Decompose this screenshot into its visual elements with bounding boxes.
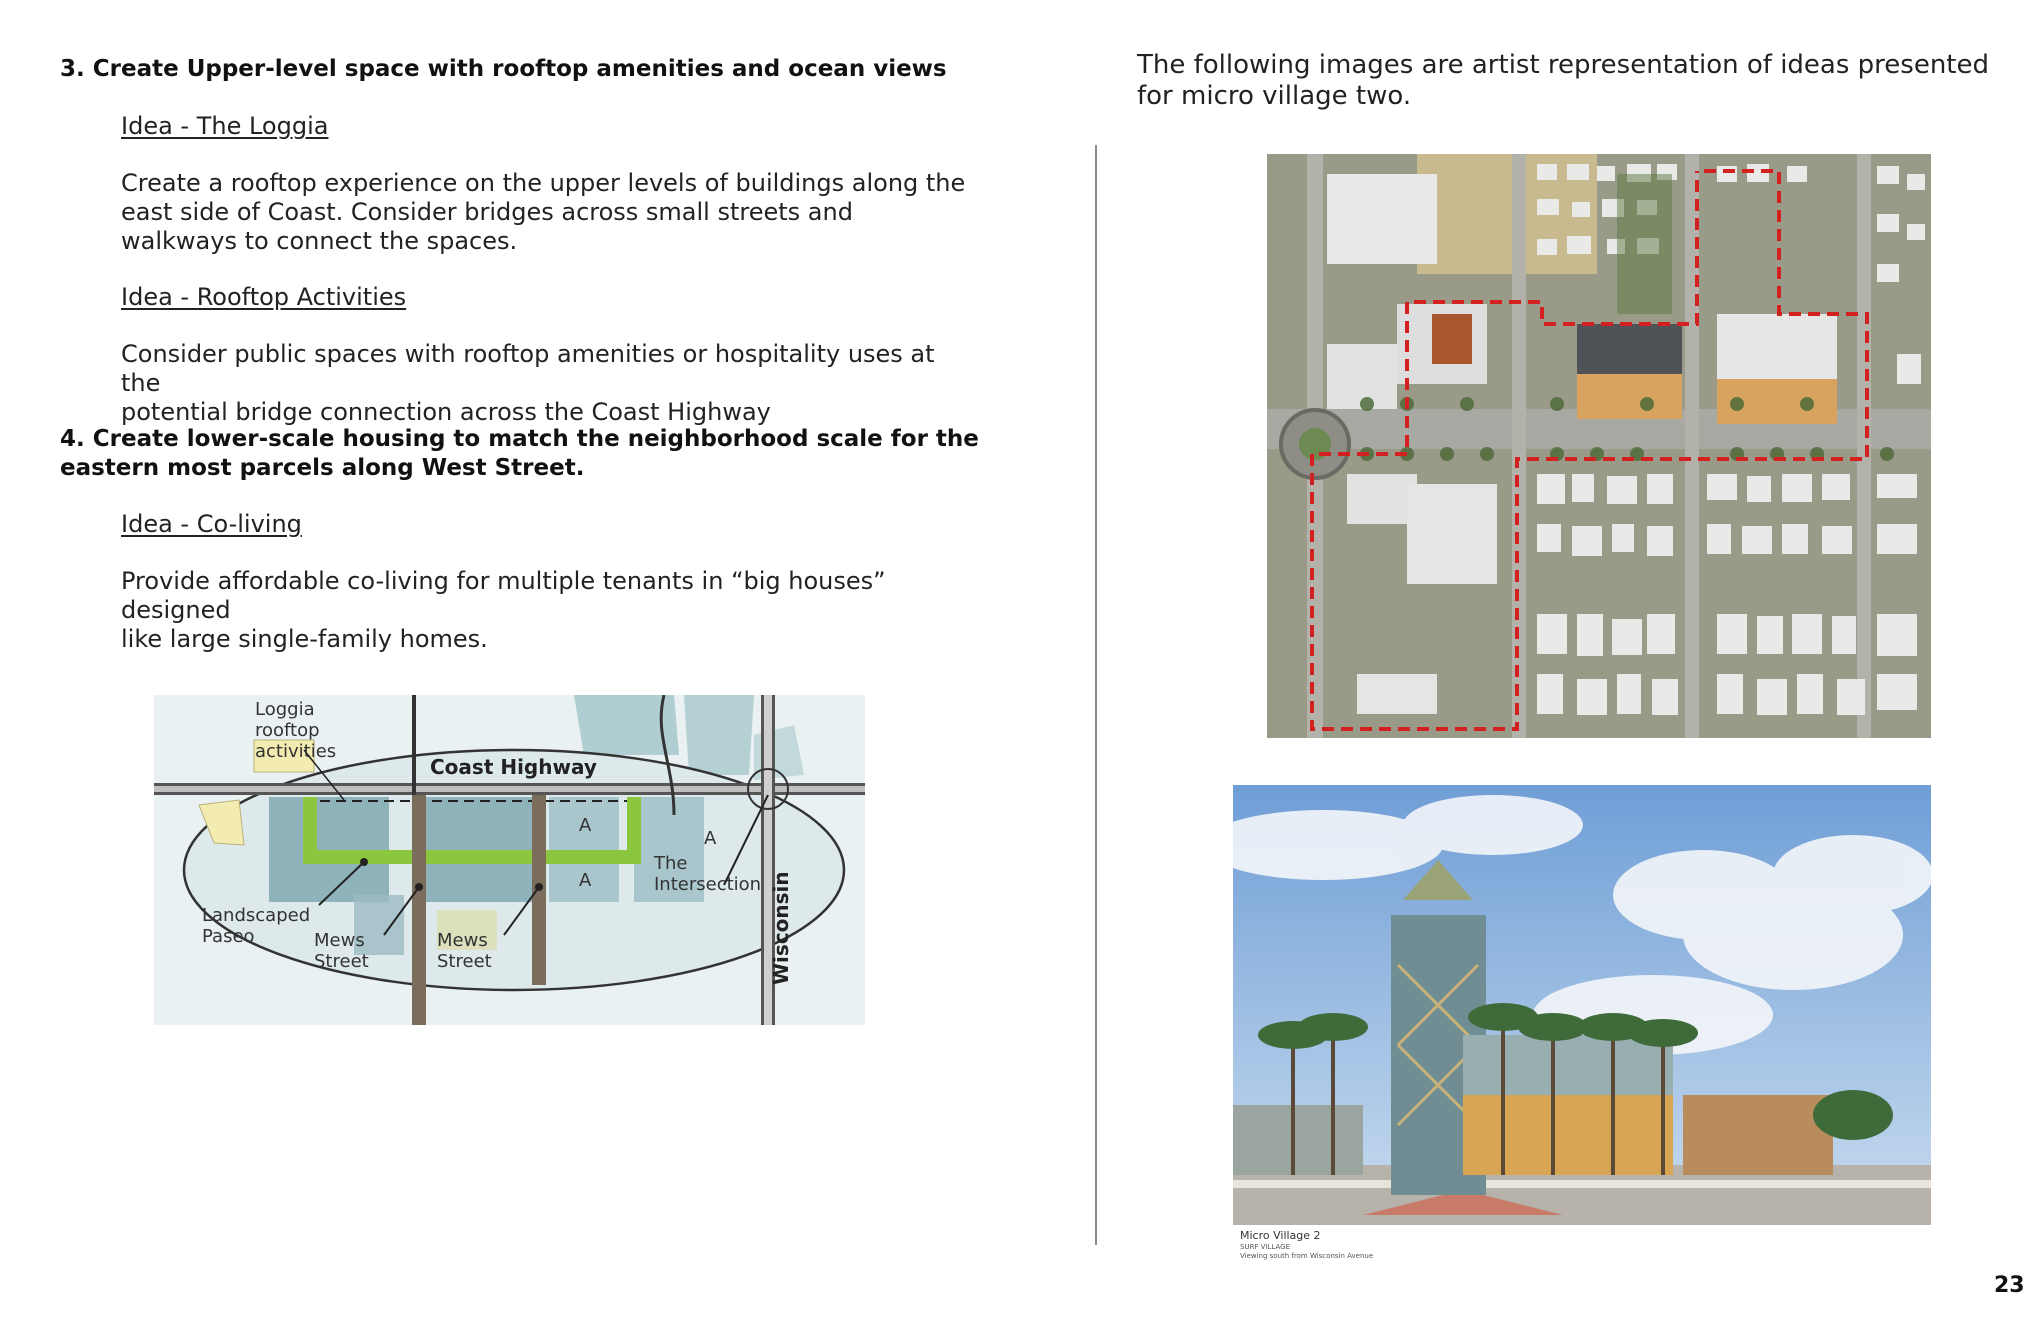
idea-coliving-title: Idea - Co-living [121, 510, 302, 538]
section4-heading-line1: 4. Create lower-scale housing to match the neighborhood scale for the [60, 426, 979, 452]
idea-loggia-text: Create a rooftop experience on the upper levels of buildings along the east side of Coast. Consider bridges across small streets and walkways to connect the spaces. [121, 169, 966, 255]
idea-coliving-text: Provide affordable co-living for multiple tenants in “big houses” designed like large single-family homes. [121, 567, 886, 653]
label-mews-street-2: Mews Street [437, 930, 492, 972]
idea-loggia-title: Idea - The Loggia [121, 112, 329, 140]
idea-rooftop-text: Consider public spaces with rooftop amenities or hospitality uses at the potential bridge connection across the Coast Highway [121, 340, 935, 426]
page-number: 23 [1994, 1273, 2025, 1298]
label-a-1: A [579, 815, 592, 836]
rendering-image [1233, 785, 1931, 1225]
aerial-site-plan [1267, 154, 1931, 738]
label-wisconsin: Wisconsin [769, 871, 793, 985]
aerial-plan-image [1267, 154, 1931, 738]
intro-text: The following images are artist representation of ideas presented for micro village two. [1137, 50, 1989, 111]
label-landscaped-paseo: Landscaped Paseo [202, 905, 311, 947]
caption-view: Viewing south from Wisconsin Avenue [1240, 1252, 1374, 1260]
artist-rendering [1233, 785, 1931, 1225]
section3-heading: 3. Create Upper-level space with rooftop amenities and ocean views [60, 56, 947, 82]
site-diagram [154, 695, 865, 1025]
label-a-3: A [704, 828, 717, 849]
label-intersection: The Intersection [654, 853, 762, 895]
column-divider [1095, 145, 1097, 1245]
idea-rooftop-title: Idea - Rooftop Activities [121, 283, 407, 311]
label-mews-street-1: Mews Street [314, 930, 369, 972]
caption-title: Micro Village 2 [1240, 1229, 1321, 1242]
section4-heading-line2: eastern most parcels along West Street. [60, 455, 585, 481]
label-a-2: A [579, 870, 592, 891]
label-loggia: Loggia rooftop activities [255, 699, 337, 762]
caption-sub: SURF VILLAGE [1240, 1243, 1291, 1251]
label-coast-highway: Coast Highway [430, 755, 597, 779]
